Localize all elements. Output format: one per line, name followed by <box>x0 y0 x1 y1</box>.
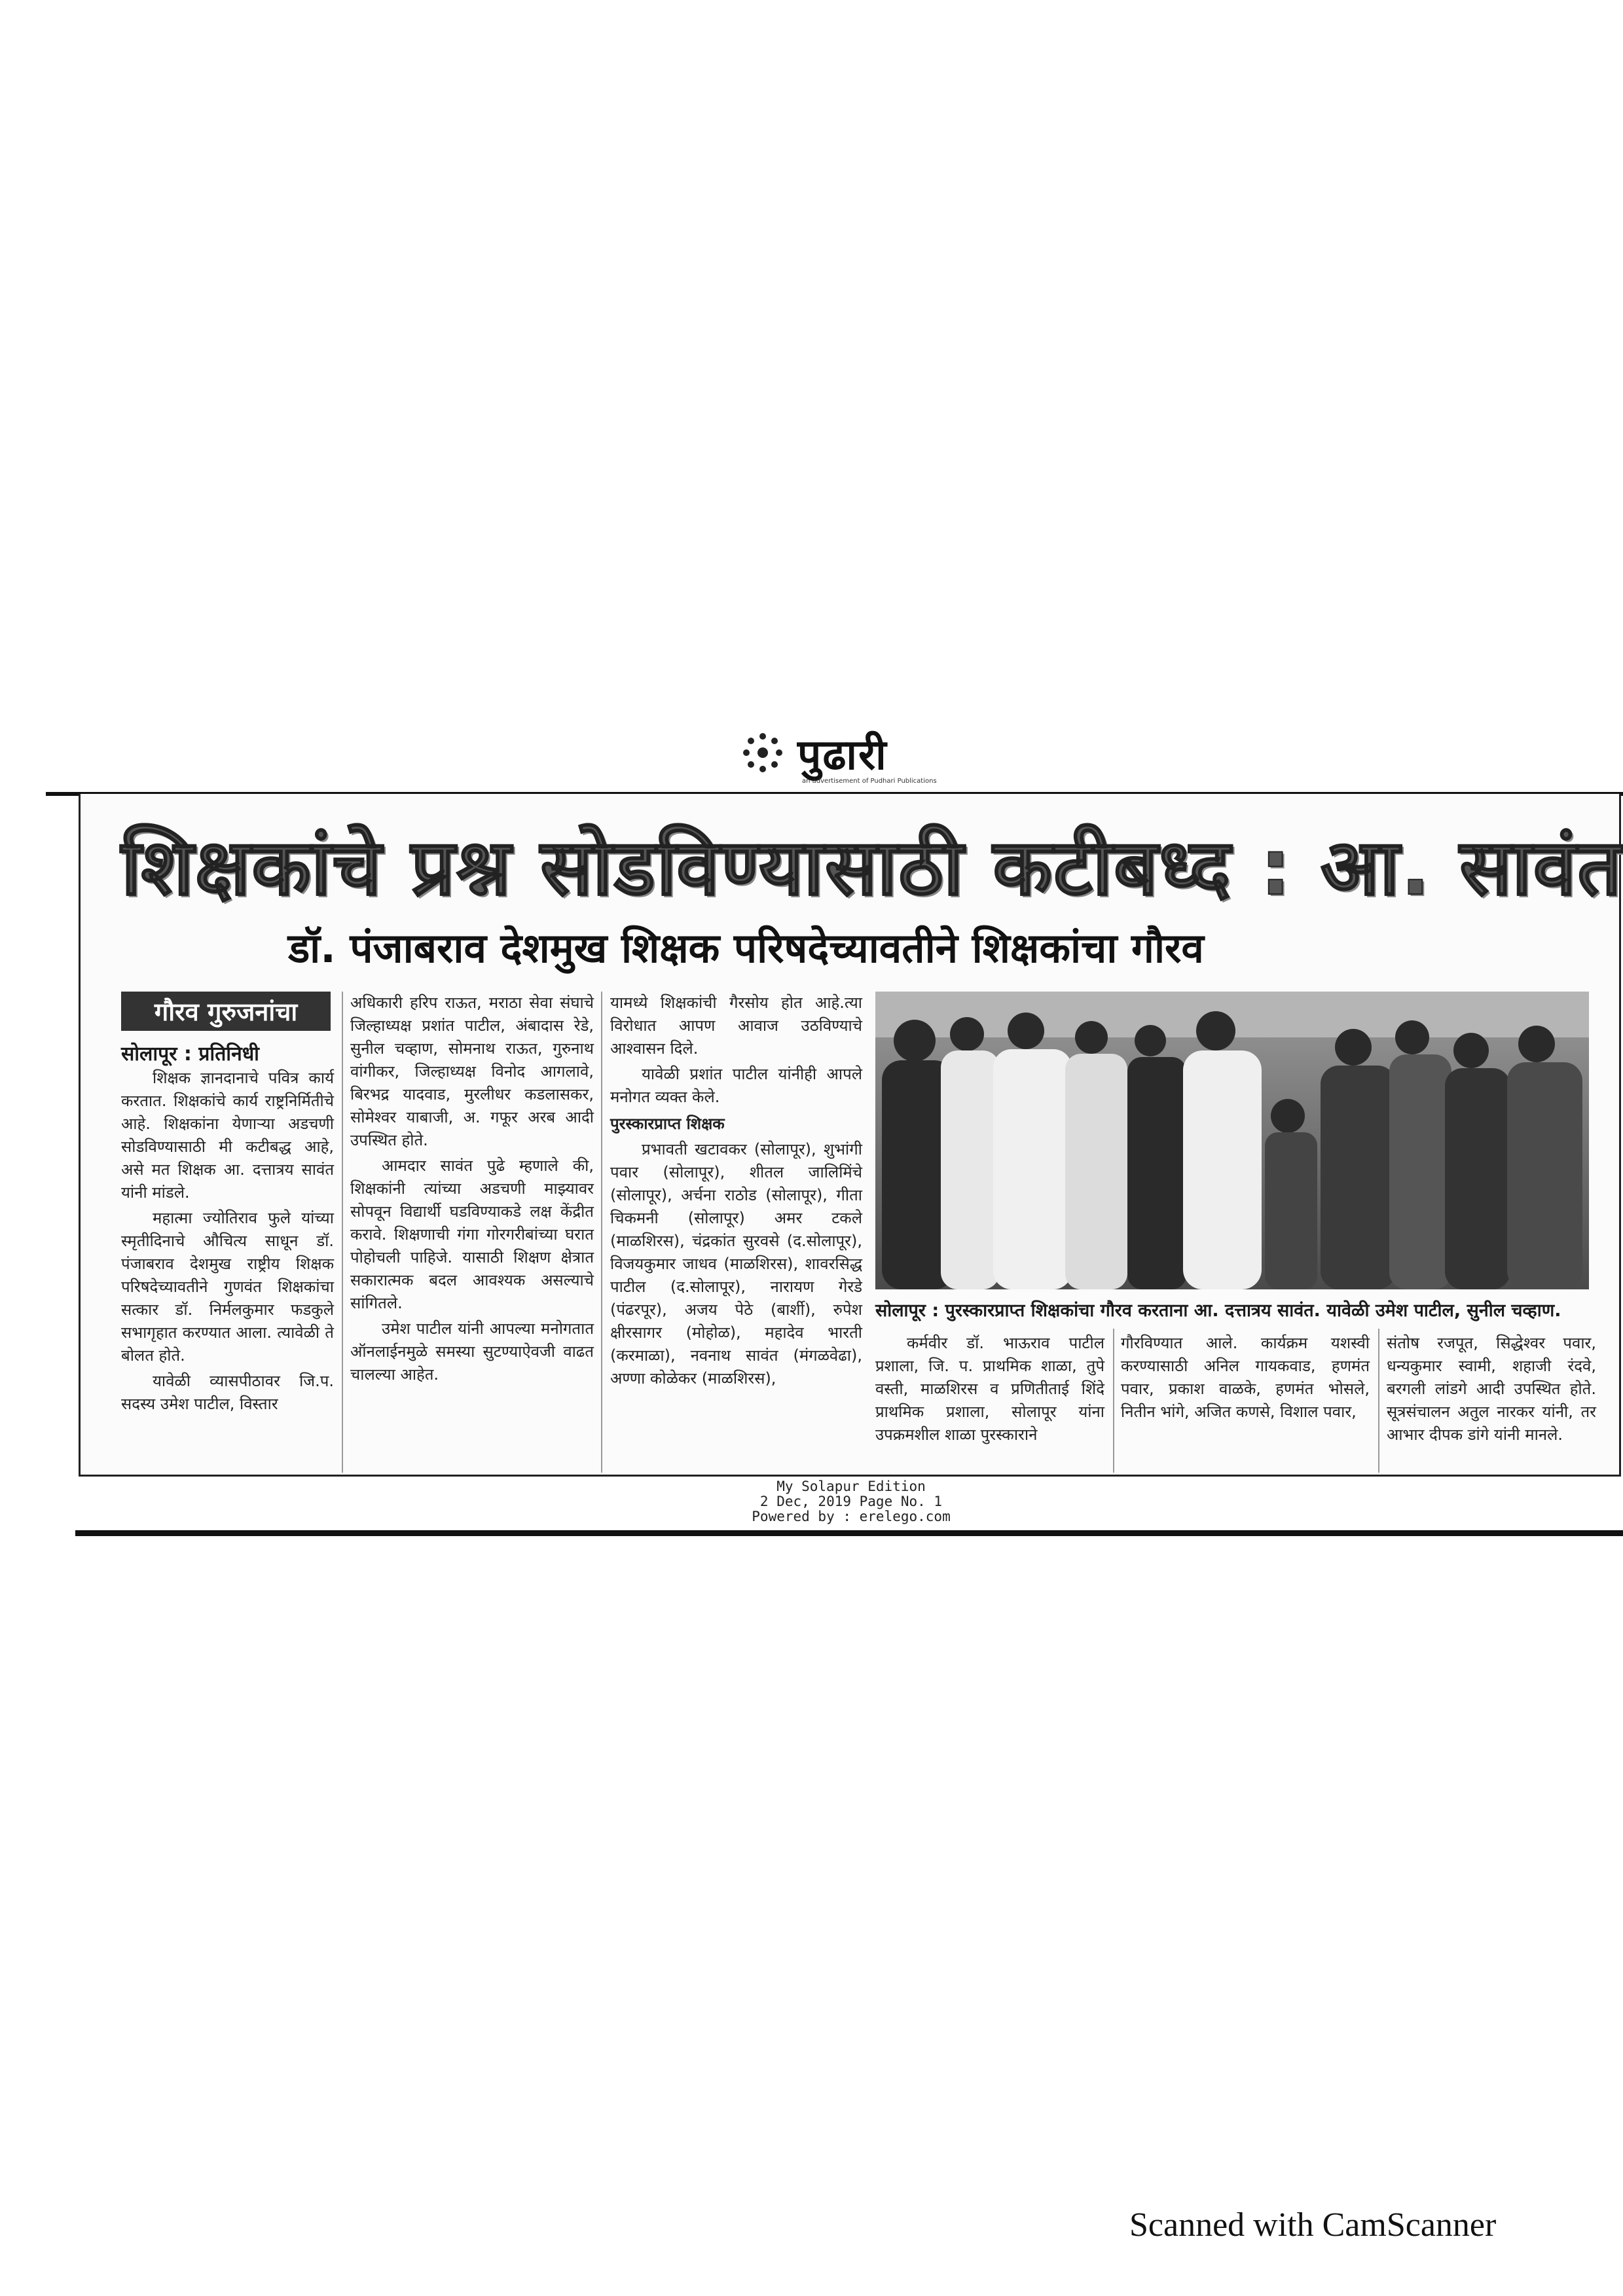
event-photo <box>875 992 1589 1289</box>
column-separator <box>1378 1329 1379 1473</box>
column-separator <box>601 992 602 1473</box>
paragraph: यावेळी प्रशांत पाटील यांनीही आपले मनोगत व्यक्त केले. <box>610 1065 862 1106</box>
paragraph: उमेश पाटील यांनी आपल्या मनोगतात ऑनलाईनमुळे समस्या सुटण्याऐवजी वाढत चालल्या आहेत. <box>350 1319 594 1384</box>
paragraph: संतोष रजपूत, सिद्धेश्वर पवार, धन्यकुमार स्वामी, शहाजी रंदवे, बरगली लांडगे आदी उपस्थित होते. सूत्रसंचालन अतुल नारकर यांनी, तर आभार दीपक डांगे यांनी मानले. <box>1387 1334 1596 1444</box>
powered-by: Powered by : erelego.com <box>752 1509 951 1524</box>
bottom-rule <box>75 1530 1623 1536</box>
byline: सोलापूर : प्रतिनिधी <box>121 1043 259 1066</box>
article-column-6 <box>1387 1332 1596 1449</box>
paragraph: गौरविण्यात आले. कार्यक्रम यशस्वी करण्यासाठी अनिल गायकवाड, हणमंत पवार, प्रकाश वाळके, हणमंत भोसले, नितीन भांगे, अजित कणसे, विशाल पवार, <box>1121 1334 1370 1421</box>
paragraph: महात्मा ज्योतिराव फुले यांच्या स्मृतीदिनाचे औचित्य साधून डॉ. पंजाबराव देशमुख राष्ट्रीय शिक्षक परिषदेच्यावतीने गुणवंत शिक्षकांचा सत्कार डॉ. निर्मलकुमार फडकुले सभागृहात करण्यात आला. त्यावेळी ते बोलत होते. <box>121 1209 334 1365</box>
article-column-1 <box>121 1067 334 1418</box>
paragraph: प्रभावती खटावकर (सोलापूर), शुभांगी पवार (सोलापूर), शीतल जालिमिंचे (सोलापूर), अर्चना राठोड (सोलापूर), गीता चिकमनी (सोलापूर) अमर टकले (माळशिरस), चंद्रकांत सुरवसे (द.सोलापूर), विजयकुमार जाधव (माळशिरस), शावरसिद्ध पाटील (द.सोलापूर), नारायण गेरडे (पंढरपूर), अजय पेठे (बार्शी), रुपेश क्षीरसागर (मोहोळ), महादेव भारती (करमाळा), नवनाथ सावंत (मंगळवेढा), अण्णा कोळेकर (माळशिरस), <box>610 1140 862 1388</box>
paragraph: अधिकारी हरिप राऊत, मराठा सेवा संघाचे जिल्हाध्यक्ष प्रशांत पाटील, अंबादास रेडे, सुनील चव्हाण, सोमनाथ राऊत, गुरुनाथ वांगीकर, जिल्हाध्यक्ष विनोद आगलावे, बिरभद्र यादवाड, मुरलीधर कडलासकर, सोमेश्वर याबाजी, अ. गफूर अरब आदी उपस्थित होते. <box>350 994 594 1149</box>
article-column-2 <box>350 992 594 1389</box>
column-separator <box>1113 1329 1114 1473</box>
newspaper-logo: पुढारी <box>797 730 888 780</box>
article-column-5 <box>1121 1332 1370 1426</box>
masthead <box>740 723 949 782</box>
subheadline: डॉ. पंजाबराव देशमुख शिक्षक परिषदेच्यावतीने शिक्षकांचा गौरव <box>288 924 1204 972</box>
edition-footer <box>746 1479 956 1524</box>
edition-name: My Solapur Edition <box>776 1479 926 1494</box>
photo-caption: सोलापूर : पुरस्कारप्राप्त शिक्षकांचा गौरव करताना आ. दत्तात्रय सावंत. यावेळी उमेश पाटील, सुनील चव्हाण. <box>875 1300 1561 1321</box>
paragraph: यामध्ये शिक्षकांची गैरसोय होत आहे.त्या विरोधात आपण आवाज उठविण्याचे आश्वासन दिले. <box>610 994 862 1058</box>
paragraph: कर्मवीर डॉ. भाऊराव पाटील प्रशाला, जि. प. प्राथमिक शाळा, तुपे वस्ती, माळशिरस व प्रणितीताई शिंदे प्राथमिक प्रशाला, सोलापूर यांना उपक्रमशील शाळा पुरस्काराने <box>875 1334 1104 1444</box>
column-separator <box>342 992 343 1473</box>
photo-illustration <box>875 992 1589 1289</box>
awardees-subhead: पुरस्कारप्राप्त शिक्षक <box>610 1115 725 1133</box>
paragraph: यावेळी व्यासपीठावर जि.प. सदस्य उमेश पाटील, विस्तार <box>121 1372 334 1413</box>
article-column-3 <box>610 992 862 1393</box>
scanner-watermark: Scanned with CamScanner <box>1129 2206 1497 2244</box>
section-kicker: गौरव गुरुजनांचा <box>121 992 331 1031</box>
headline: शिक्षकांचे प्रश्न सोडविण्यासाठी कटीबध्द : आ. सावंत <box>121 822 1623 912</box>
sun-logo-icon <box>740 730 786 776</box>
paragraph: शिक्षक ज्ञानदानाचे पवित्र कार्य करतात. शिक्षकांचे कार्य राष्ट्रनिर्मितीचे आहे. शिक्षकांना येणाऱ्या अडचणी सोडविण्यासाठी मी कटीबद्ध आहे, असे मत शिक्षक आ. दत्तात्रय सावंत यांनी मांडले. <box>121 1069 334 1202</box>
article-column-4 <box>875 1332 1104 1449</box>
logo-tagline: an advertisement of Pudhari Publications <box>802 778 937 785</box>
paragraph: आमदार सावंत पुढे म्हणाले की, शिक्षकांनी त्यांच्या अडचणी माझ्यावर सोपवून विद्यार्थी घडविण्याकडे लक्ष केंद्रीत करावे. शिक्षणाची गंगा गोरगरीबांच्या घरात पोहोचली पाहिजे. यासाठी शिक्षण क्षेत्रात सकारात्मक बदल आवश्यक असल्याचे सांगितले. <box>350 1157 594 1312</box>
edition-date-page: 2 Dec, 2019 Page No. 1 <box>759 1494 943 1509</box>
